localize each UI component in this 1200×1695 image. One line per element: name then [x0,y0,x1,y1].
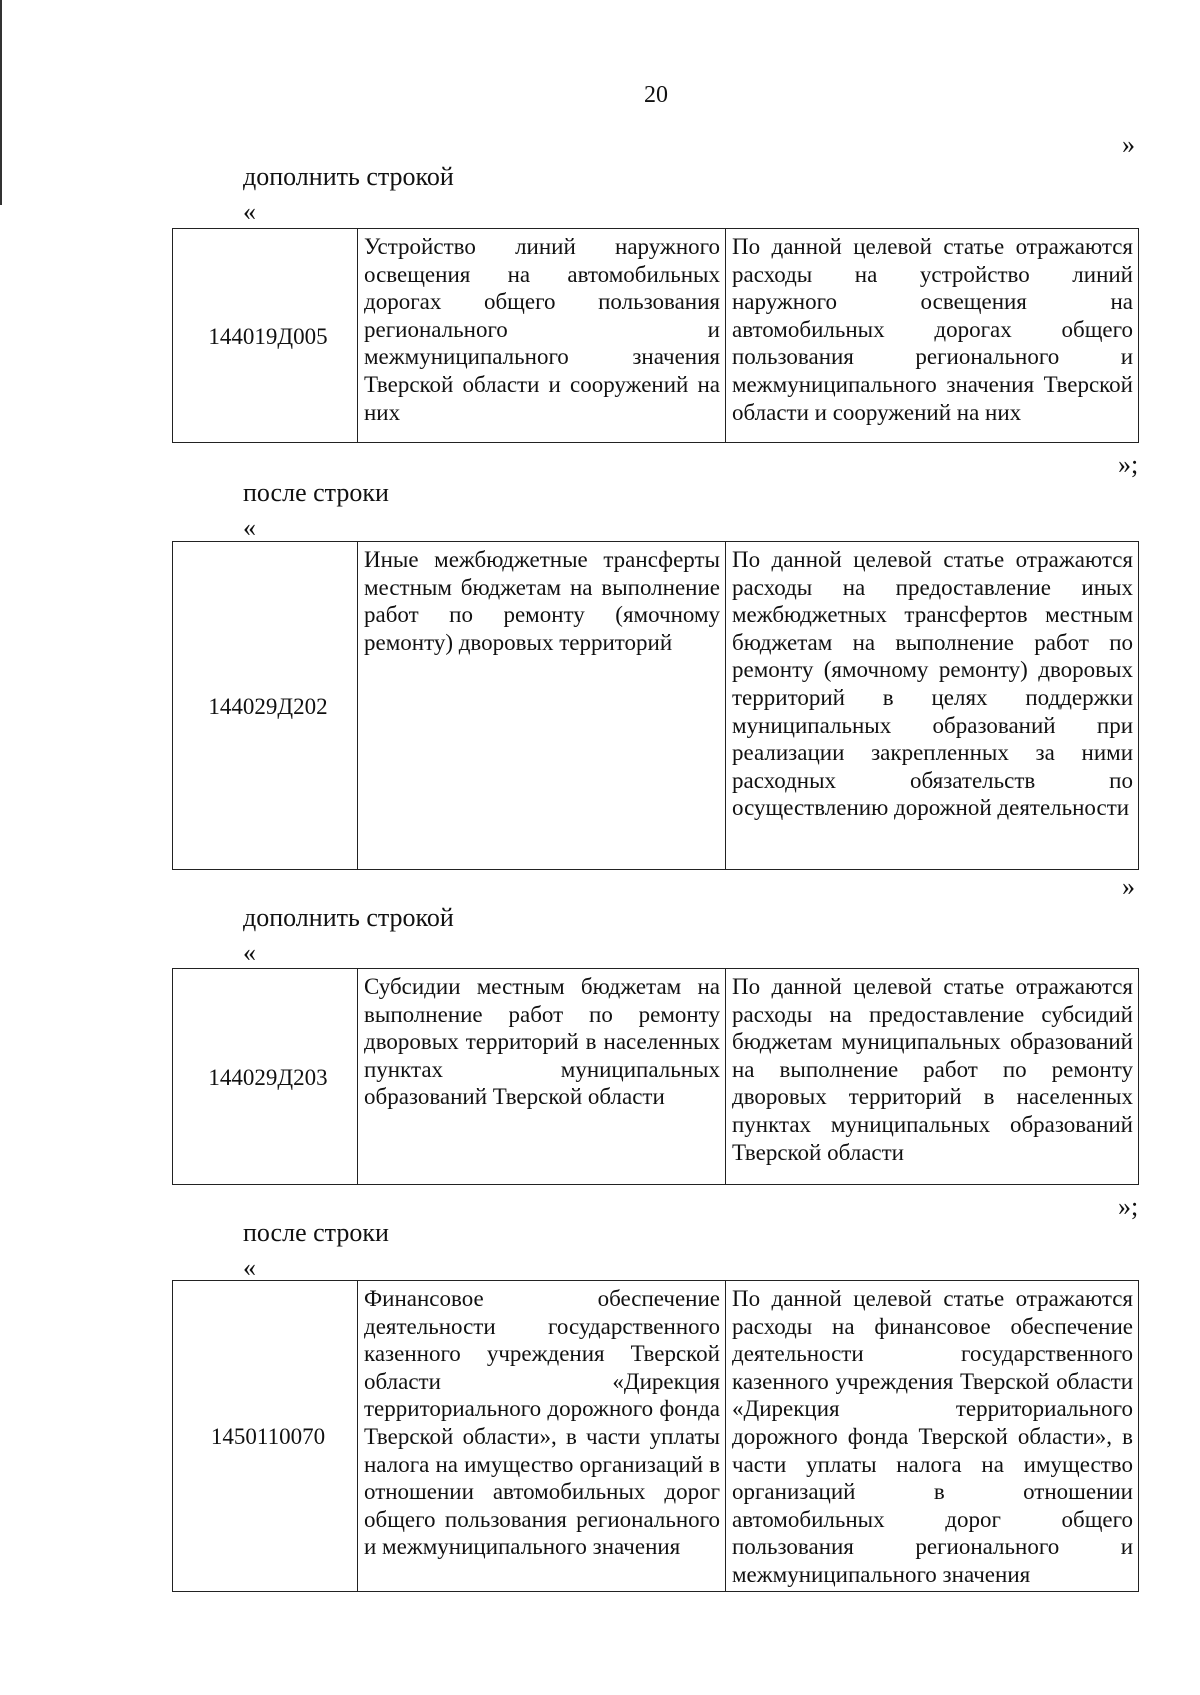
entry-table [172,968,1139,1185]
instruction-text: после строки [243,1218,389,1247]
row-code: 144019Д005 [173,229,358,443]
row-name: Финансовое обеспечение деятельности государственного казенного учреждения Тверской области «Дирекция территориального дорожного фонда Тверской области», в части уплаты налога на имущество организаций в отношении автомобильных дорог общего пользования регионального и межмуниципального значения [358,1281,726,1592]
row-code: 144029Д202 [173,542,358,870]
instruction-text: после строки [243,478,389,507]
closing-quote: »; [1118,450,1139,479]
entry-table [172,1280,1139,1592]
closing-quote-previous: » [1122,130,1135,159]
instruction-text: дополнить строкой [243,162,454,191]
opening-quote: « [243,197,256,226]
page-number: 20 [644,82,668,108]
row-name: Устройство линий наружного освещения на автомобильных дорогах общего пользования регионального и межмуниципального значения Тверской области и сооружений на них [358,229,726,443]
closing-quote: »; [1118,1192,1139,1221]
instruction-text: дополнить строкой [243,903,454,932]
table-row [173,1281,1139,1592]
row-name: Субсидии местным бюджетам на выполнение работ по ремонту дворовых территорий в населенных пунктах муниципальных образований Тверской области [358,969,726,1185]
row-description: По данной целевой статье отражаются расходы на предоставление субсидий бюджетам муниципальных образований на выполнение работ по ремонту дворовых территорий в населенных пунктах муниципальных образований Тверской области [726,969,1139,1185]
table-row [173,542,1139,870]
row-description: По данной целевой статье отражаются расходы на финансовое обеспечение деятельности государственного казенного учреждения Тверской области «Дирекция территориального дорожного фонда Тверской области», в части уплаты налога на имущество организаций в отношении автомобильных дорог общего пользования регионального и межмуниципального значения [726,1281,1139,1592]
table-row [173,229,1139,443]
row-code: 1450110070 [173,1281,358,1592]
opening-quote: « [243,513,256,542]
row-description: По данной целевой статье отражаются расходы на устройство линий наружного освещения на автомобильных дорогах общего пользования регионального и межмуниципального значения Тверской области и сооружений на них [726,229,1139,443]
row-description: По данной целевой статье отражаются расходы на предоставление иных межбюджетных трансфертов местным бюджетам на выполнение работ по ремонту (ямочному ремонту) дворовых территорий в целях поддержки муниципальных образований при реализации закрепленных за ними расходных обязательств по осуществлению дорожной деятельности [726,542,1139,870]
opening-quote: « [243,938,256,967]
opening-quote: « [243,1253,256,1282]
entry-table [172,541,1139,870]
row-code: 144029Д203 [173,969,358,1185]
entry-table [172,228,1139,443]
table-row [173,969,1139,1185]
row-name: Иные межбюджетные трансферты местным бюджетам на выполнение работ по ремонту (ямочному ремонту) дворовых территорий [358,542,726,870]
closing-quote: » [1122,872,1135,901]
